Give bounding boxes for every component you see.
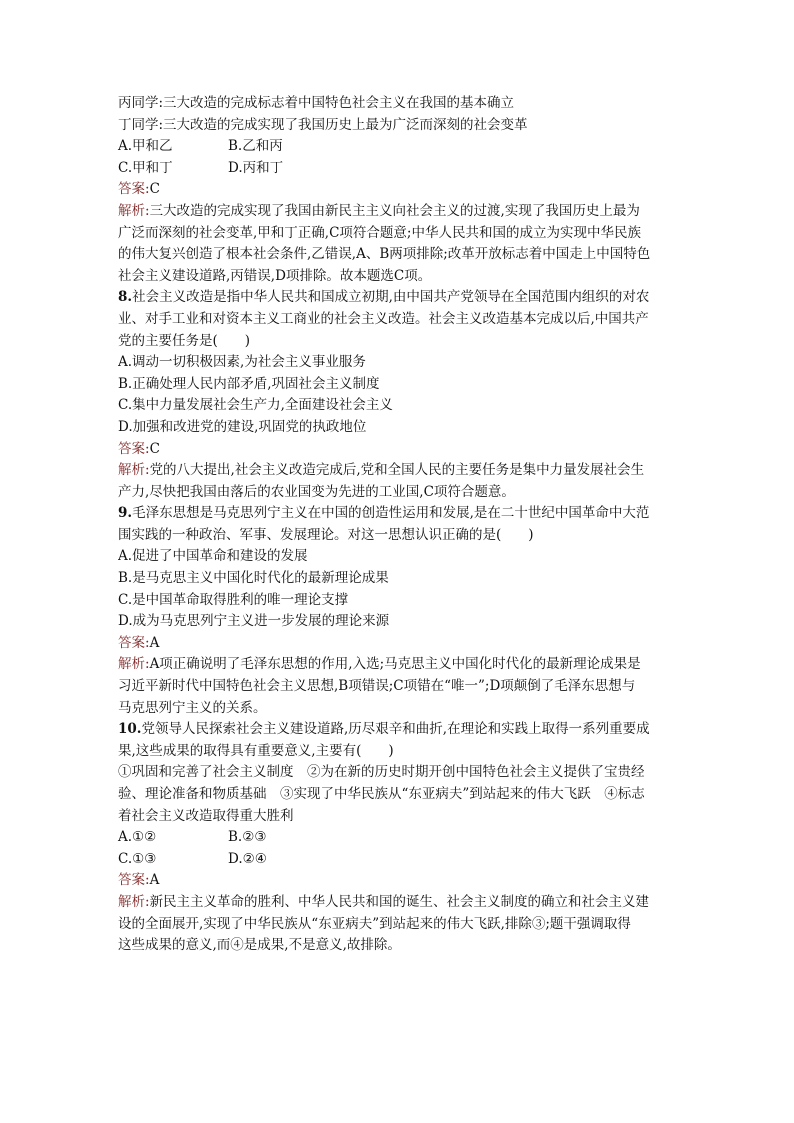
answer-line — [118, 179, 678, 201]
answer-line — [118, 870, 678, 892]
options-row-1 — [118, 136, 678, 158]
option-b: B.是马克思主义中国化时代化的最新理论成果 — [118, 570, 389, 587]
option-a: A.调动一切积极因素,为社会主义事业服务 — [118, 354, 366, 371]
question-stem — [118, 503, 678, 525]
question-9 — [118, 503, 678, 719]
analysis-text: 党的八大提出,社会主义改造完成后,党和全国人民的主要任务是集中力量发展社会生 — [149, 462, 645, 479]
analysis-label: 解析: — [118, 893, 150, 910]
question-10 — [118, 719, 678, 957]
statement-ding: 丁同学:三大改造的完成实现了我国历史上最为广泛而深刻的社会变革 — [118, 116, 528, 133]
option-c: C.甲和丁 — [118, 159, 173, 176]
option-b: B.正确处理人民内部矛盾,巩固社会主义制度 — [118, 375, 380, 392]
analysis-line: 马克思列宁主义的关系。 — [118, 699, 267, 716]
analysis-label: 解析: — [118, 656, 150, 673]
question-stem: 验、理论准备和物质基础 ③实现了中华民族从“东亚病夫”到站起来的伟大飞跃 ④标志 — [118, 786, 645, 802]
analysis-line: 这些成果的意义,而④是成果,不是意义,故排除。 — [118, 937, 401, 954]
analysis-line: 习近平新时代中国特色社会主义思想,B项错误;C项错在“唯一”;D项颠倒了毛泽东思想与 — [118, 678, 636, 695]
option-a: A.甲和乙 — [118, 138, 173, 155]
option-a: A.促进了中国革命和建设的发展 — [118, 548, 308, 565]
analysis-line: 广泛而深刻的社会变革,甲和丁正确,C项符合题意;中华人民共和国的成立为实现中华民族 — [118, 224, 641, 241]
analysis-text: 新民主主义革命的胜利、中华人民共和国的诞生、社会主义制度的确立和社会主义建 — [149, 893, 650, 910]
answer-line — [118, 439, 678, 461]
question-7-tail — [118, 93, 678, 287]
analysis-line: 设的全面展开,实现了中华民族从“东亚病夫”到站起来的伟大飞跃,排除③;题干强调取得 — [118, 915, 631, 932]
options-row-1 — [118, 827, 678, 849]
question-stem: 围实践的一种政治、军事、发展理论。对这一思想认识正确的是( ) — [118, 526, 534, 543]
option-c: C.是中国革命取得胜利的唯一理论支撑 — [118, 591, 349, 608]
question-stem: 党的主要任务是( ) — [118, 332, 251, 349]
question-stem: ①巩固和完善了社会主义制度 ②为在新的历史时期开创中国特色社会主义提供了宝贵经 — [118, 764, 645, 781]
option-c: C.①③ — [118, 850, 157, 867]
analysis-line: 社会主义建设道路,丙错误,D项排除。故本题选C项。 — [118, 267, 432, 284]
analysis-line — [118, 460, 678, 482]
question-8 — [118, 287, 678, 503]
answer-label: 答案: — [118, 181, 150, 198]
answer-value: C — [149, 440, 160, 457]
answer-label: 答案: — [118, 872, 150, 889]
statement-bing: 丙同学:三大改造的完成标志着中国特色社会主义在我国的基本确立 — [118, 95, 515, 111]
option-c: C.集中力量发展社会生产力,全面建设社会主义 — [118, 397, 393, 414]
question-stem: 业、对手工业和对资本主义工商业的社会主义改造。社会主义改造基本完成以后,中国共产 — [118, 310, 649, 327]
stem-text: 党领导人民探索社会主义建设道路,历尽艰辛和曲折,在理论和实践上取得一系列重要成 — [141, 721, 650, 738]
analysis-text: A项正确说明了毛泽东思想的作用,入选;马克思主义中国化时代化的最新理论成果是 — [149, 656, 641, 673]
question-number: 10. — [118, 721, 142, 738]
answer-value: C — [149, 181, 160, 198]
analysis-text: 三大改造的完成实现了我国由新民主主义向社会主义的过渡,实现了我国历史上最为 — [149, 202, 640, 219]
question-stem — [118, 719, 678, 741]
option-d: D.成为马克思列宁主义进一步发展的理论来源 — [118, 613, 390, 630]
answer-label: 答案: — [118, 440, 150, 457]
option-d: D.加强和改进党的建设,巩固党的执政地位 — [118, 418, 367, 435]
stem-text: 毛泽东思想是马克思列宁主义在中国的创造性运用和发展,是在二十世纪中国革命中大范 — [132, 505, 650, 522]
option-a: A.①② — [118, 829, 157, 846]
answer-line — [118, 633, 678, 655]
option-d: D.②④ — [228, 850, 267, 867]
question-number: 9. — [118, 505, 133, 522]
analysis-line — [118, 892, 678, 914]
question-number: 8. — [118, 289, 133, 306]
option-b: B.②③ — [228, 829, 267, 846]
analysis-label: 解析: — [118, 202, 150, 219]
option-d: D.丙和丁 — [228, 159, 284, 176]
analysis-label: 解析: — [118, 462, 150, 479]
analysis-line — [118, 201, 678, 223]
analysis-line: 产力,尽快把我国由落后的农业国变为先进的工业国,C项符合题意。 — [118, 483, 515, 500]
question-stem — [118, 287, 678, 309]
stem-text: 社会主义改造是指中华人民共和国成立初期,由中国共产党领导在全国范围内组织的对农 — [132, 289, 650, 306]
answer-value: A — [149, 872, 160, 889]
options-row-2 — [118, 849, 678, 871]
question-stem: 果,这些成果的取得具有重要意义,主要有( ) — [118, 742, 394, 759]
analysis-line: 的伟大复兴创造了根本社会条件,乙错误,A、B两项排除;改革开放标志着中国走上中国特色 — [118, 246, 651, 263]
options-row-2 — [118, 158, 678, 180]
analysis-line — [118, 654, 678, 676]
answer-value: A — [149, 634, 160, 651]
answer-label: 答案: — [118, 634, 150, 651]
question-stem: 着社会主义改造取得重大胜利 — [118, 807, 294, 824]
option-b: B.乙和丙 — [228, 138, 283, 155]
